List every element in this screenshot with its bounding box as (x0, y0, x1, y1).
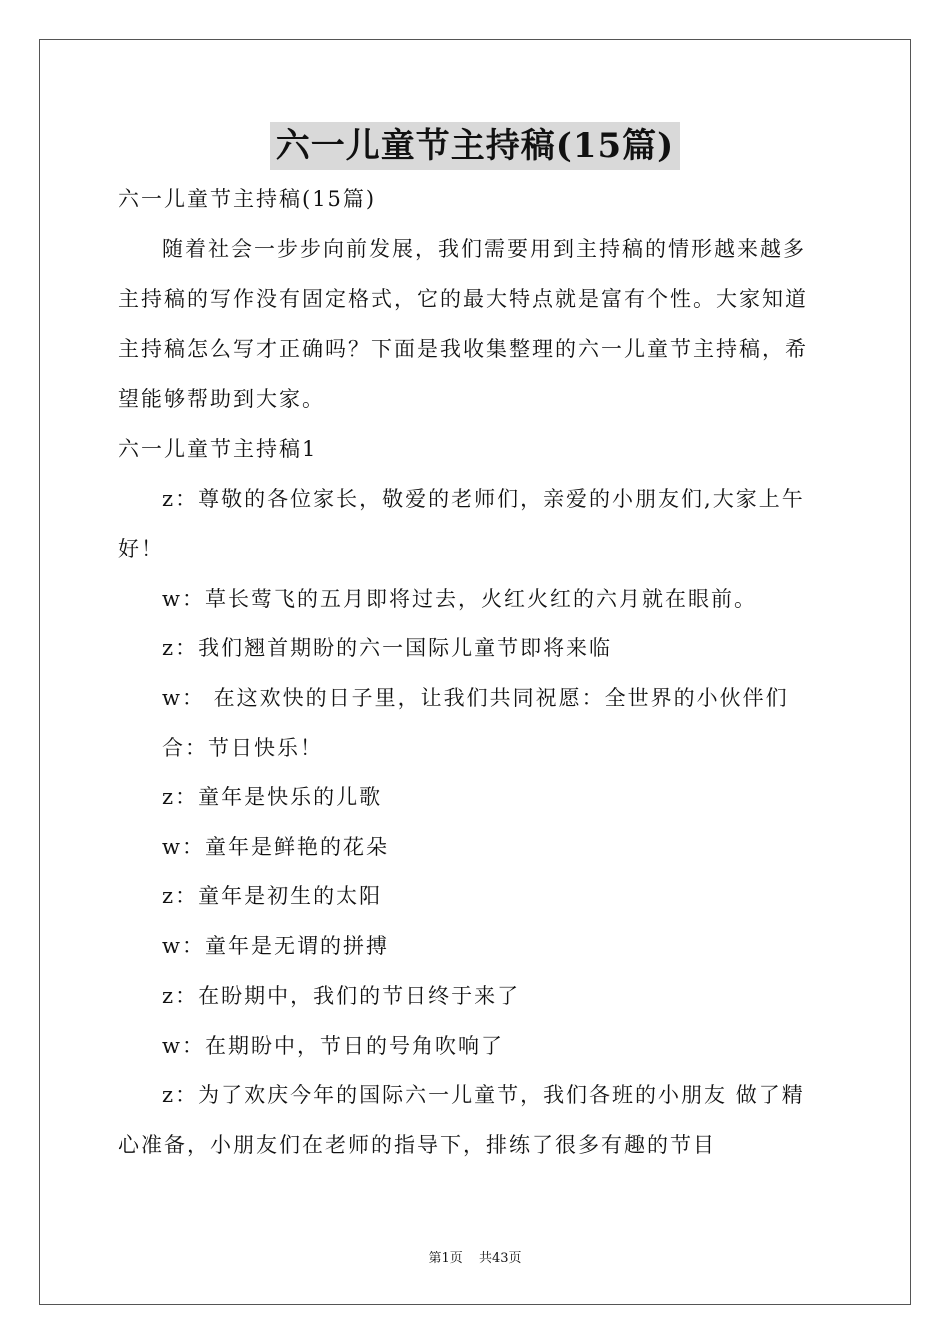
body-line: 心准备，小朋友们在老师的指导下，排练了很多有趣的节目 (118, 1133, 716, 1157)
body-line: z：在盼期中，我们的节日终于来了 (162, 984, 521, 1008)
body-line: 好！ (118, 537, 164, 561)
body-line: 主持稿的写作没有固定格式，它的最大特点就是富有个性。大家知道 (118, 287, 808, 311)
document-title-wrap (0, 122, 950, 170)
subtitle-line: 六一儿童节主持稿(15篇) (118, 187, 377, 211)
body-line: z：童年是快乐的儿歌 (162, 785, 383, 809)
page-number: 第1页 (428, 1251, 463, 1266)
body-line: z：我们翘首期盼的六一国际儿童节即将来临 (162, 636, 613, 660)
body-line: 主持稿怎么写才正确吗？下面是我收集整理的六一儿童节主持稿，希 (118, 337, 808, 361)
body-line: w：童年是鲜艳的花朵 (162, 835, 389, 859)
page-total: 共43页 (478, 1251, 522, 1266)
page-border (39, 39, 911, 1305)
body-line: w：童年是无谓的拼搏 (162, 934, 389, 958)
body-line: z：尊敬的各位家长，敬爱的老师们，亲爱的小朋友们,大家上午 (162, 487, 805, 511)
body-line: w：草长莺飞的五月即将过去，火红火红的六月就在眼前。 (162, 587, 757, 611)
body-line: w： 在这欢快的日子里，让我们共同祝愿：全世界的小伙伴们 (162, 686, 789, 710)
document-title: 六一儿童节主持稿(15篇) (270, 122, 681, 170)
body-line: z：为了欢庆今年的国际六一儿童节，我们各班的小朋友 做了精 (162, 1083, 805, 1107)
body-line: 合：节日快乐！ (162, 736, 323, 760)
body-line: 随着社会一步步向前发展，我们需要用到主持稿的情形越来越多 (162, 237, 806, 261)
section-heading: 六一儿童节主持稿1 (118, 437, 318, 461)
page-footer (0, 1247, 950, 1266)
body-line: w：在期盼中，节日的号角吹响了 (162, 1034, 504, 1058)
body-line: z：童年是初生的太阳 (162, 884, 383, 908)
body-line: 望能够帮助到大家。 (118, 387, 325, 411)
